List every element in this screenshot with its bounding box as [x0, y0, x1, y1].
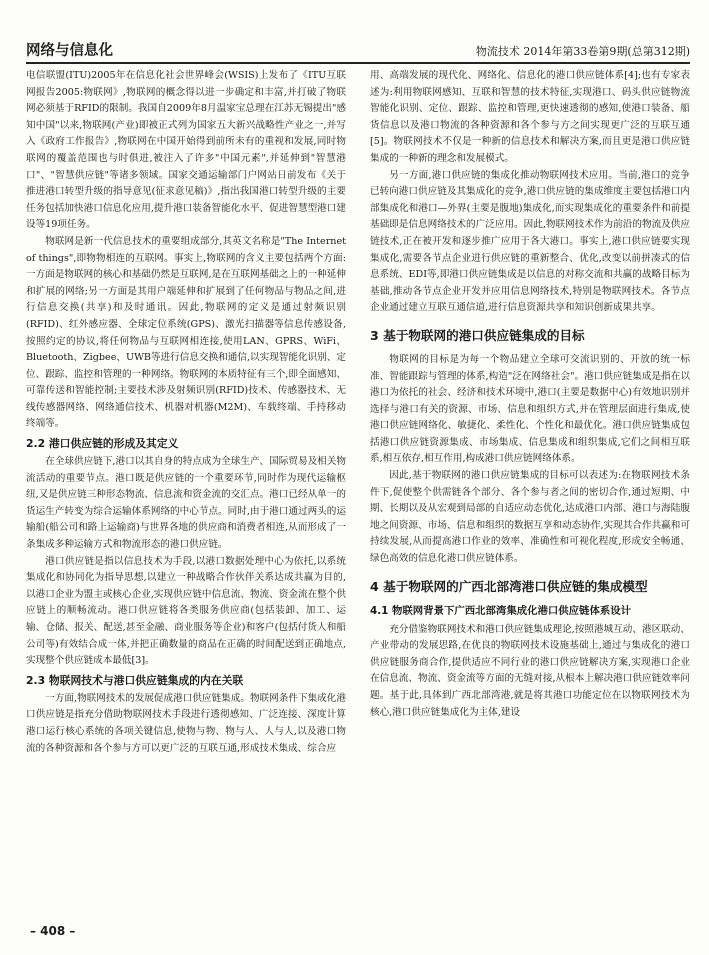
section-heading-2-3: 2.3 物联网技术与港口供应链集成的内在关联	[26, 673, 244, 687]
page-number: – 408 –	[30, 924, 76, 938]
paragraph: 电信联盟(ITU)2005年在信息化社会世界峰会(WSIS)上发布了《ITU互联网报告2005:物联网》,物联网的概念得以进一步确定和丰富,并打破了物联网必须基于RFID的限制。我国自2009年8月温家宝总理在江苏无锡提出"感知中国"以来,物联网(产业)即被正式列为国家五大新兴战略性产业之一,并写入《政府工作报告》,物联网在中国开始得到前所未有的重视和发展,同时物联网的覆盖范围也与时俱进,被注入了许多"中国元素",并延伸到"智慧港口"、"智慧供应链"等诸多领域。国家交通运输部门户网站日前发布《关于推进港口转型升级的指导意见(征求意见稿)》,指出我国港口转型升级的主要任务包括加快港口信息化应用,提升港口装备智能化水平、促进智慧型港口建设等19项任务。	[26, 70, 346, 231]
section-heading-4: 4 基于物联网的广西北部湾港口供应链的集成模型	[370, 578, 648, 594]
paragraph: 充分借鉴物联网技术和港口供应链集成理论,按照港城互动、港区联动、产业带动的发展思路,在优良的物联网技术设施基础上,通过与集成化的港口供应链服务商合作,提供适应不同行业的港口供应链解决方案,实现港口企业在信息流、物流、资金流等方面的无缝对接,从根本上解决港口供应链效率问题。基于此,具体到广西北部湾港,就是将其港口功能定位在以物联网技术为核心,港口供应链集成化为主体,建设	[370, 623, 690, 718]
section-title: 网络与信息化	[26, 43, 113, 59]
left-column	[26, 68, 346, 928]
paragraph: 在全球供应链下,港口以其自身的特点成为全球生产、国际贸易及相关物流活动的重要节点。港口既是供应链的一个重要环节,同时作为现代运输枢纽,又是供应链三种形态物流、信息流和资金流的交汇点。港口已经从单一的货运生产转变为综合运输体系网络的中心节点。同时,由于港口通过两头的运输船(船公司和路上运输商)与世界各地的供应商和消费者相连,从而形成了一条集成多种运输方式和物流形态的港口供应链。	[26, 456, 346, 551]
paragraph: 用、高端发展的现代化、网络化、信息化的港口供应链体系[4];也有专家表述为:利用物联网感知、互联和智慧的技术特征,实现港口、码头供应链物流智能化识别、定位、跟踪、监控和管理,更快速透彻的感知,使港口装备、船货信息以及港口物流的各种资源和各个参与方之间实现更广泛的互联互通[5]。物联网技术不仅是一种新的信息技术和解决方案,而且更是港口供应链集成的一种新的理念和发展模式。	[370, 70, 690, 164]
paragraph: 港口供应链是指以信息技术为手段,以港口数据处理中心为依托,以系统集成化和协同化为指导思想,以建立一种战略合作伙伴关系达成共赢为目的,以港口企业为盟主或核心企业,实现供应链中信息流、物流、资金流在整个供应链上的顺畅流动。港口供应链将各类服务供应商(包括装卸、加工、运输、仓储、报关、配送,甚至金融、商业服务等企业)和客户(包括付货人和船公司等)有效结合成一体,并把正确数量的商品在正确的时间配送到正确地点,实现整个供应链成本最低[3]。	[26, 555, 346, 667]
section-heading-4-1: 4.1 物联网背景下广西北部湾集成化港口供应链体系设计	[370, 604, 632, 617]
journal-info: 物流技术 2014年第33卷第9期(总第312期)	[475, 45, 690, 58]
section-heading-3: 3 基于物联网的港口供应链集成的目标	[370, 327, 585, 343]
paragraph: 物联网的目标是为每一个物品建立全球可交流识别的、开放的统一标准、智能跟踪与管理的体系,构造"泛在网络社会"。港口供应链集成是指在以港口为依托的社会、经济和技术环境中,港口(主要是数据中心)有效地识别并选择与港口有关的资源、市场、信息和组织方式,并在管理层面进行集成,使港口供应链网络化、敏捷化、柔性化、个性化和最优化。港口供应链集成包括港口供应链资源集成、市场集成、信息集成和组织集成,它们之间相互联系,相互依存,相互作用,构成港口供应链网络体系。	[370, 353, 690, 465]
paragraph: 一方面,物联网技术的发展促成港口供应链集成。物联网条件下集成化港口供应链是指充分借助物联网技术手段进行透彻感知、广泛连接、深度计算港口运行核心系统的各项关键信息,使物与物、物与人、人与人,以及港口物流的各种资源和各个参与方可以更广泛的互联互通,形成技术集成、综合应	[26, 692, 346, 754]
right-column	[370, 68, 690, 928]
paragraph: 因此,基于物联网的港口供应链集成的目标可以表述为:在物联网技术条件下,促使整个供需链各个部分、各个参与者之间的密切合作,通过短期、中期、长期以及从宏观到局部的自适应动态优化,达成港口内部、港口与海陆腹地之间资源、市场、信息和组织的数据互享和动态协作,实现其合作共赢和可持续发展,从而提高港口作业的效率、准确性和可视化程度,形成安全畅通、绿色高效的信息化港口供应链体系。	[370, 470, 690, 565]
paragraph: 另一方面,港口供应链的集成化推动物联网技术应用。当前,港口的竞争已转向港口供应链及其集成化的竞争,港口供应链的集成维度主要包括港口内部集成化和港口—外界(主要是腹地)集成化,而实现集成化的重要条件和前提基础即是信息网络技术的广泛应用。因此,物联网技术作为前沿的物流及供应链技术,正在被开发和逐步推广应用于各大港口。事实上,港口供应链要实现集成化,需要各节点企业进行供应链的重新整合、优化,改变以前拼凑式的信息系统、EDI等,即港口供应链集成是以信息的对称交流和共赢的战略目标为基础,推动各节点企业开发并应用信息网络技术,特别是物联网技术。各节点企业通过建立互联互通信道,进行信息资源共享和知识创新成果共享。	[370, 169, 690, 314]
paragraph: 物联网是新一代信息技术的重要组成部分,其英文名称是"The Internet of things",即物物相连的互联网。事实上,物联网的含义主要包括两个方面:一方面是物联网的核心和基础仍然是互联网,是在互联网基础之上的一种延伸和扩展的网络;另一方面是其用户端延伸和扩展到了任何物品与物品之间,进行信息交换(共享)和及时通讯。因此,物联网的定义是通过射频识别(RFID)、红外感应器、全球定位系统(GPS)、激光扫描器等信息传感设备,按照约定的协议,将任何物品与互联网相连接,使用LAN、GPRS、WiFi、Bluetooth、Zigbee、UWB等进行信息交换和通信,以实现智能化识别、定位、跟踪、监控和管理的一种网络。物联网的本质特征有三个,即全面感知、可靠传送和智能控制;主要技术涉及射频识别(RFID)技术、传感器技术、无线传感器网络、网络通信技术、机器对机器(M2M)、车载终端、手持移动终端等。	[26, 235, 346, 430]
page-header	[26, 40, 690, 64]
section-heading-2-2: 2.2 港口供应链的形成及其定义	[26, 437, 179, 451]
